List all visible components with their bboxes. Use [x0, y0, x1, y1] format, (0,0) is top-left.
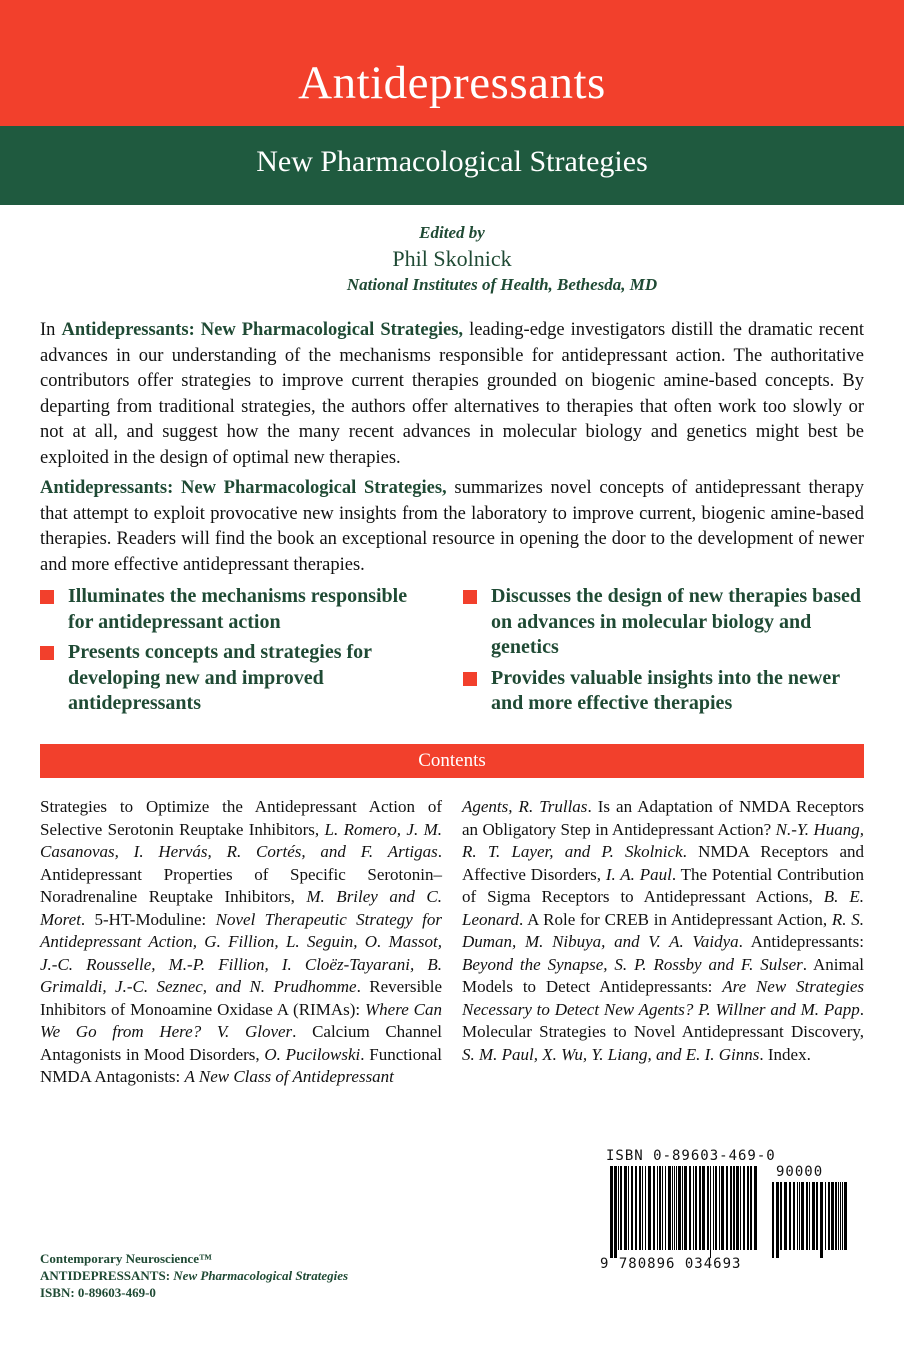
- barcode-bar: [665, 1166, 666, 1250]
- barcode-bar: [618, 1166, 619, 1250]
- contents-author-run: Are New Strategies Necessary to Detect New Agents? P. Willner and M. Papp: [462, 977, 864, 1019]
- contents-author-run: Where Can We Go from Here? V. Glover: [40, 999, 442, 1041]
- contents-column-left: [40, 796, 442, 1089]
- barcode-bar: [726, 1166, 728, 1250]
- barcode-bar: [789, 1182, 791, 1250]
- barcode-bar: [721, 1166, 724, 1250]
- contents-author-run: B. E. Leonard: [462, 887, 864, 929]
- barcode-bar: [631, 1166, 633, 1250]
- contents-author-run: A New Class of Antidepressant: [184, 1067, 394, 1086]
- barcode-bar: [831, 1182, 834, 1250]
- barcode-bar: [689, 1166, 691, 1250]
- barcode-bar: [674, 1166, 675, 1250]
- series-book-caps: ANTIDEPRESSANTS:: [40, 1268, 174, 1283]
- series-name: Contemporary Neuroscience™: [40, 1251, 212, 1266]
- blurb-title-2: Antidepressants: New Pharmacological Strategies,: [40, 478, 447, 498]
- isbn-barcode: [600, 1148, 866, 1274]
- barcode-bar: [799, 1182, 800, 1250]
- barcode-bar: [838, 1182, 839, 1250]
- contents-title-run: . The Potential Contribution of Sigma Receptors to Antidepressant Actions,: [462, 864, 864, 906]
- blurb-title-1: Antidepressants: New Pharmacological Strategies,: [61, 320, 464, 340]
- editor-affiliation: National Institutes of Health, Bethesda, MD: [346, 275, 658, 294]
- contents-title-run: . Is an Adaptation of NMDA Receptors an Obligatory Step in Antidepressant Action?: [462, 797, 864, 839]
- feature-column-left: [40, 584, 432, 722]
- barcode-bar: [702, 1166, 705, 1250]
- feature-column-right: [463, 584, 870, 722]
- barcode-bar: [772, 1182, 774, 1258]
- barcode-bar: [750, 1166, 752, 1250]
- barcode-bar: [776, 1182, 779, 1258]
- barcode-bar: [662, 1166, 663, 1250]
- series-book-italic: New Pharmacological Strategies: [173, 1268, 349, 1283]
- series-info: [40, 1250, 348, 1301]
- barcode-bar: [676, 1166, 677, 1250]
- barcode-bar: [678, 1166, 681, 1250]
- barcode-bar: [639, 1166, 641, 1250]
- contents-author-run: R. S. Duman, M. Nibuya, and V. A. Vaidya: [462, 909, 864, 951]
- contents-author-run: Beyond the Synapse, S. P. Rossby and F. Sulser: [462, 954, 803, 974]
- contents-author-run: S. M. Paul, X. Wu, Y. Liang, and E. I. Ginns: [462, 1044, 760, 1064]
- barcode-bar: [628, 1166, 629, 1250]
- barcode-bar: [733, 1166, 735, 1250]
- barcode-bar: [657, 1166, 658, 1250]
- barcode-bar: [635, 1166, 637, 1250]
- feature-text: Provides valuable insights into the newer and more effective therapies: [491, 666, 840, 714]
- contents-title-run: . Calcium Channel Antagonists in Mood Disorders,: [40, 1022, 442, 1064]
- barcode-bar: [699, 1166, 701, 1250]
- addon-barcode-bars: [772, 1182, 850, 1258]
- barcode-bar: [648, 1166, 651, 1250]
- contents-author-run: Novel Therapeutic Strategy for Antidepressant Action, G. Fillion, L. Seguin, O. Massot, J.-C. Rousselle, M.-P. Fillion, I. Cloëz-Tayarani, B. Grimaldi, J.-C. Seznec, and N. Prudhomme: [40, 909, 442, 996]
- barcode-bar: [645, 1166, 646, 1250]
- description: [40, 318, 864, 578]
- barcode-bar: [740, 1166, 741, 1250]
- editor-name: Phil Skolnick: [392, 246, 512, 271]
- feature-item: [463, 666, 870, 717]
- ean-barcode-bars: [610, 1166, 760, 1258]
- contents-title-run: . Molecular Strategies to Novel Antidepressant Discovery,: [462, 999, 864, 1041]
- contents-author-run: M. Briley and C. Moret: [40, 887, 442, 929]
- barcode-bar: [743, 1166, 745, 1250]
- contents-author-run: O. Pucilowski: [264, 1044, 361, 1064]
- feature-item: [40, 584, 432, 635]
- barcode-bar: [828, 1182, 830, 1250]
- barcode-bar: [840, 1182, 841, 1250]
- contents-title-run: . Reversible Inhibitors of Monoamine Oxidase A (RIMAs):: [40, 977, 442, 1019]
- cover-header: [0, 0, 904, 205]
- contents-title-run: . Antidepressants:: [738, 932, 864, 951]
- barcode-bar: [695, 1166, 697, 1250]
- isbn-label: ISBN 0-89603-469-0: [606, 1148, 776, 1164]
- barcode-bar: [835, 1182, 837, 1250]
- barcode-bar: [693, 1166, 694, 1250]
- barcode-bar: [754, 1166, 757, 1250]
- barcode-bar: [844, 1182, 847, 1250]
- barcode-bar: [747, 1166, 749, 1250]
- contents-author-run: N.-Y. Huang, R. T. Layer, and P. Skolnick: [462, 819, 865, 861]
- contents-title-run: . Antidepressant Properties of Specific Serotonin–Noradrenaline Reuptake Inhibitors,: [40, 842, 442, 906]
- description-paragraph-1: [40, 318, 864, 471]
- barcode-bar: [797, 1182, 798, 1250]
- feature-text: Illuminates the mechanisms responsible for antidepressant action: [68, 585, 408, 633]
- barcode-bar: [684, 1166, 687, 1250]
- square-bullet-icon: [463, 590, 477, 604]
- barcode-bar: [842, 1182, 843, 1250]
- barcode-bar: [780, 1182, 782, 1250]
- barcode-bar: [620, 1166, 622, 1250]
- blurb-body-2: summarizes novel concepts of antidepressant therapy that attempt to exploit provocative new insights from the laboratory to improve current, biogenic amine-based therapies. Readers will find the book an exceptional resource in opening the door to the development of newer and more effective antidepressant therapies.: [40, 478, 864, 575]
- contents-title-run: . Index.: [759, 1044, 811, 1064]
- edited-by-label: Edited by: [419, 223, 485, 242]
- barcode-bar: [715, 1166, 717, 1250]
- contents-author-run: L. Romero, J. M. Casanovas, I. Hervás, R. Cortés, and F. Artigas: [40, 819, 442, 861]
- barcode-bar: [784, 1182, 787, 1250]
- feature-item: [463, 584, 870, 661]
- contents-author-run: I. A. Paul: [605, 864, 672, 884]
- barcode-bar: [820, 1182, 823, 1258]
- contents-author-run: Agents, R. Trullas: [462, 797, 588, 816]
- book-title: Antidepressants: [298, 57, 606, 109]
- series-isbn: ISBN: 0-89603-469-0: [40, 1285, 156, 1300]
- barcode-bar: [812, 1182, 815, 1250]
- book-subtitle: New Pharmacological Strategies: [256, 145, 648, 178]
- feature-text: Presents concepts and strategies for developing new and improved antidepressants: [68, 641, 372, 714]
- barcode-bar: [801, 1182, 804, 1250]
- barcode-bar: [793, 1182, 795, 1250]
- barcode-bar: [668, 1166, 671, 1250]
- barcode-bar: [614, 1166, 617, 1258]
- description-paragraph-2: [40, 476, 864, 578]
- contents-title-run: . A Role for CREB in Antidepressant Action,: [519, 909, 832, 929]
- barcode-bar: [806, 1182, 808, 1250]
- barcode-bar: [809, 1182, 810, 1250]
- barcode-bar: [610, 1166, 613, 1258]
- barcode-bar: [816, 1182, 818, 1250]
- series-book-line: [40, 1267, 348, 1284]
- contents-heading: Contents: [40, 744, 864, 778]
- barcode-bar: [653, 1166, 655, 1250]
- square-bullet-icon: [40, 646, 54, 660]
- barcode-bar: [719, 1166, 720, 1250]
- barcode-bar: [624, 1166, 627, 1250]
- barcode-bar: [730, 1166, 732, 1250]
- feature-text: Discusses the design of new therapies based on advances in molecular biology and genetics: [491, 585, 862, 658]
- contents-title-run: . Animal Models to Detect Antidepressants:: [462, 954, 864, 996]
- square-bullet-icon: [463, 672, 477, 686]
- square-bullet-icon: [40, 590, 54, 604]
- barcode-bar: [682, 1166, 683, 1250]
- barcode-bar: [736, 1166, 739, 1250]
- barcode-bar: [707, 1166, 709, 1250]
- contents-title-run: . NMDA Receptors and Affective Disorders,: [462, 842, 864, 884]
- contents-column-right: [462, 796, 864, 1066]
- barcode-addon-number: 90000: [776, 1164, 824, 1180]
- blurb-body-1: leading-edge investigators distill the dramatic recent advances in our understanding of the mechanisms responsible for antidepressant action. The authoritative contributors offer strategies to improve current therapies grounded on biogenic amine-based concepts. By departing from traditional strategies, the authors offer alternatives to therapies that often work too slowly or not at all, and suggest how the many recent advances in molecular biology and genetics might best be exploited in the design of optimal new therapies.: [40, 320, 864, 468]
- contents-title-run: Strategies to Optimize the Antidepressant Action of Selective Serotonin Reuptake Inhibitors,: [40, 797, 442, 839]
- contents-title-run: . Functional NMDA Antagonists:: [40, 1044, 442, 1086]
- barcode-bar: [659, 1166, 661, 1250]
- blurb-lead: In: [40, 320, 62, 340]
- feature-item: [40, 640, 432, 717]
- editor-block: [0, 223, 904, 295]
- ean-number: 9 780896 034693: [600, 1256, 742, 1272]
- barcode-bar: [713, 1166, 714, 1250]
- barcode-bar: [672, 1166, 673, 1250]
- barcode-bar: [642, 1166, 643, 1250]
- contents-title-run: . 5-HT-Moduline:: [80, 909, 216, 929]
- barcode-bar: [710, 1166, 711, 1258]
- barcode-bar: [825, 1182, 826, 1250]
